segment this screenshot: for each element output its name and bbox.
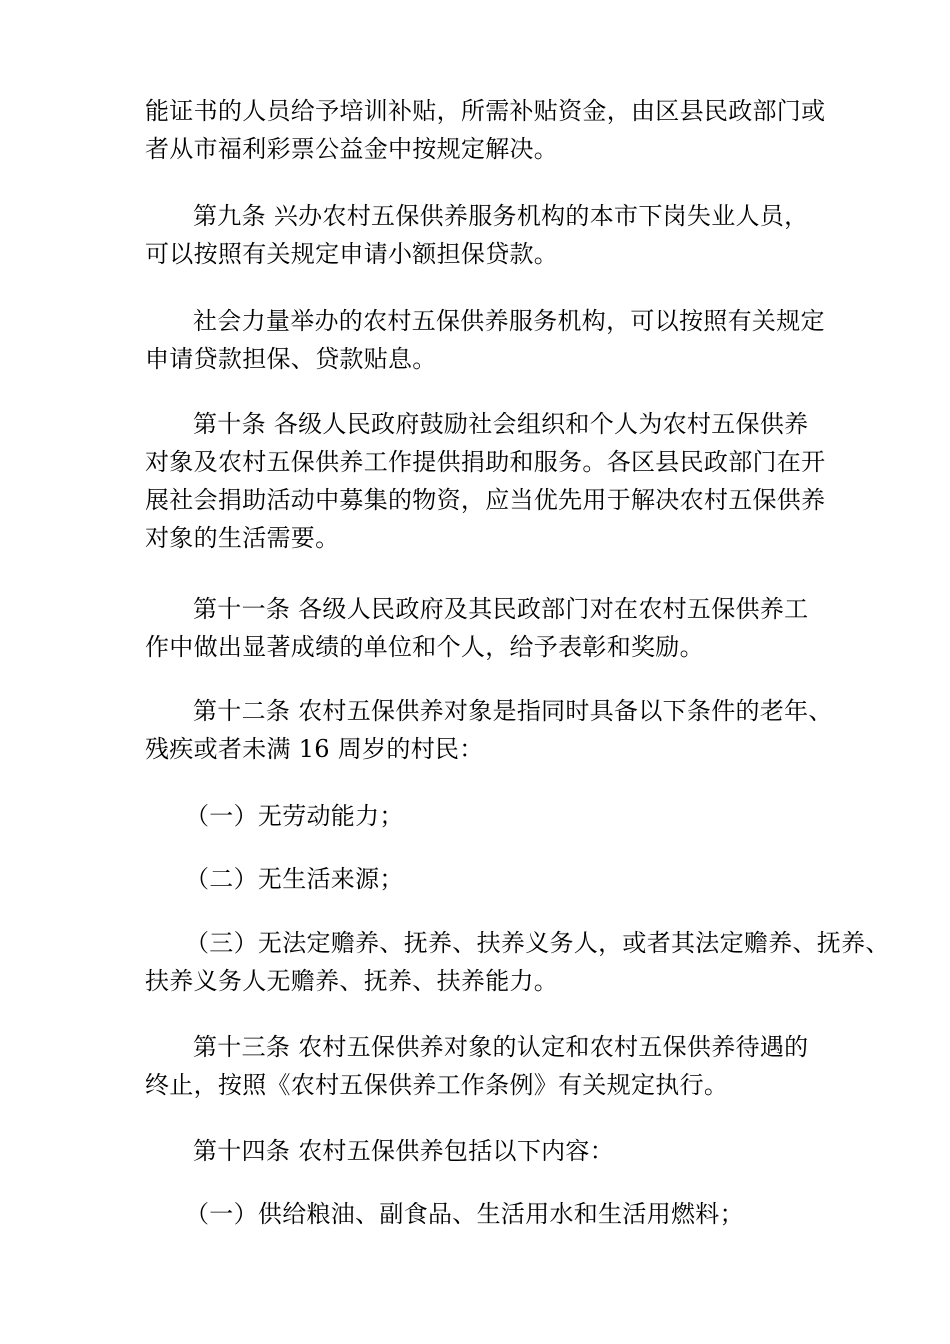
item-2-no-income (145, 860, 825, 898)
text-line: 社会力量举办的农村五保供养服务机构，可以按照有关规定 (193, 307, 825, 335)
text-line: 作中做出显著成绩的单位和个人，给予表彰和奖励。 (145, 633, 704, 661)
item-1-no-labor (145, 797, 825, 835)
text-line: 者从市福利彩票公益金中按规定解决。 (145, 135, 559, 163)
text-line: 第十二条 农村五保供养对象是指同时具备以下条件的老年、 (193, 697, 833, 725)
article-9 (145, 197, 825, 273)
text-line: 终止，按照《农村五保供养工作条例》有关规定执行。 (145, 1071, 729, 1099)
text-line: （三）无法定赡养、抚养、扶养义务人，或者其法定赡养、抚养、 (185, 929, 890, 957)
text-line: 申请贷款担保、贷款贴息。 (145, 345, 437, 373)
article-14 (145, 1132, 825, 1170)
paragraph-training-subsidy (145, 92, 825, 168)
text-line: 第十三条 农村五保供养对象的认定和农村五保供养待遇的 (193, 1033, 809, 1061)
article-12 (145, 692, 833, 768)
text-line: 对象的生活需要。 (145, 524, 340, 552)
text-line: （二）无生活来源； (185, 865, 404, 893)
text-line: 对象及农村五保供养工作提供捐助和服务。各区县民政部门在开 (145, 448, 826, 476)
text-line: 扶养义务人无赡养、抚养、扶养能力。 (145, 967, 559, 995)
text-line: 第十条 各级人民政府鼓励社会组织和个人为农村五保供养 (193, 410, 809, 438)
text-line: 残疾或者未满 16 周岁的村民： (145, 735, 484, 763)
text-line: 可以按照有关规定申请小额担保贷款。 (145, 240, 559, 268)
item-3-no-guardian (145, 924, 890, 1000)
text-line: （一）无劳动能力； (185, 802, 404, 830)
text-line: 第十一条 各级人民政府及其民政部门对在农村五保供养工 (193, 595, 809, 623)
text-line: 能证书的人员给予培训补贴，所需补贴资金，由区县民政部门或 (145, 97, 826, 125)
article-13 (145, 1028, 825, 1104)
article-10 (145, 405, 825, 557)
item-supply-food (145, 1195, 825, 1233)
paragraph-social-forces (145, 302, 825, 378)
article-11 (145, 590, 825, 666)
text-line: 展社会捐助活动中募集的物资，应当优先用于解决农村五保供养 (145, 486, 826, 514)
text-line: 第九条 兴办农村五保供养服务机构的本市下岗失业人员， (193, 202, 809, 230)
text-line: （一）供给粮油、副食品、生活用水和生活用燃料； (185, 1200, 744, 1228)
text-line: 第十四条 农村五保供养包括以下内容： (193, 1137, 615, 1165)
